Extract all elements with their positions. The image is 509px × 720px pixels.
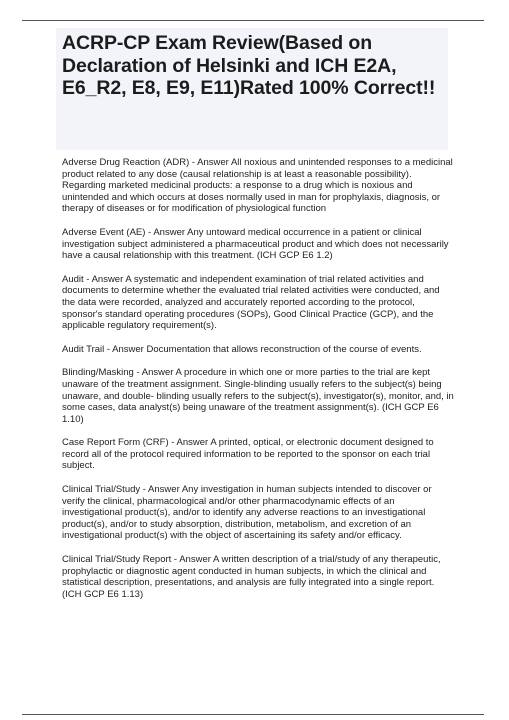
- bottom-divider: [22, 714, 484, 715]
- document-title: ACRP-CP Exam Review(Based on Declaration of Helsinki and ICH E2A, E6_R2, E8, E9, E11)Rated 100% Correct!!: [62, 32, 436, 99]
- glossary-entries: [62, 157, 454, 612]
- entry-case-report-form: Case Report Form (CRF) - Answer A printed, optical, or electronic document designed to record all of the protocol required information to be reported to the sponsor on each trial subject.: [62, 437, 434, 472]
- entry-adverse-event: Adverse Event (AE) - Answer Any untoward medical occurrence in a patient or clinical investigation subject administered a pharmaceutical product and which does not necessarily have a causal relationship with this treatment. (ICH GCP E6 1.2): [62, 226, 449, 262]
- title-banner: [56, 28, 448, 150]
- entry-clinical-trial-study: Clinical Trial/Study - Answer Any investigation in human subjects intended to discover or verify the clinical, pharmacological and/or other pharmacodynamic effects of an investigational product(s), and/or to identify any adverse reactions to an investigational product(s), and/or to study absorption, distribution, metabolism, and excretion of an investigational product(s) with the object of ascertaining its safety and/or efficacy.: [62, 484, 432, 542]
- entry-clinical-trial-study-report: Clinical Trial/Study Report - Answer A written description of a trial/study of any therapeutic, prophylactic or diagnostic agent conducted in human subjects, in which the clinical and statistical description, presentations, and analysis are fully integrated into a single report. (ICH GCP E6 1.13): [62, 554, 441, 600]
- entry-blinding-masking: Blinding/Masking - Answer A procedure in which one or more parties to the trial are kept unaware of the treatment assignment. Single-blinding usually refers to the subject(s) being unaware, and double- blinding usually refers to the subject(s), investigator(s), monitor, and, in some cases, data analyst(s) being unaware of the treatment assignment(s). (ICH GCP E6 1.10): [62, 367, 454, 425]
- entry-audit: Audit - Answer A systematic and independent examination of trial related activities and documents to determine whether the evaluated trial related activities were conducted, and the data were recorded, analyzed and accurately reported according to the protocol, sponsor's standard operating procedures (SOPs), Good Clinical Practice (GCP), and the applicable regulatory requirement(s).: [62, 273, 440, 332]
- top-divider: [22, 20, 484, 21]
- entry-adverse-drug-reaction: Adverse Drug Reaction (ADR) - Answer All noxious and unintended responses to a medicinal product related to any dose (causal relationship is at least a reasonable possibility). Regarding marketed medicinal products: a response to a drug which is noxious and unintended and which occurs at doses normally used in man for prophylaxis, diagnosis, or therapy of diseases or for modification of physiological function: [62, 157, 453, 215]
- entry-audit-trail: Audit Trail - Answer Documentation that allows reconstruction of the course of events.: [62, 343, 422, 355]
